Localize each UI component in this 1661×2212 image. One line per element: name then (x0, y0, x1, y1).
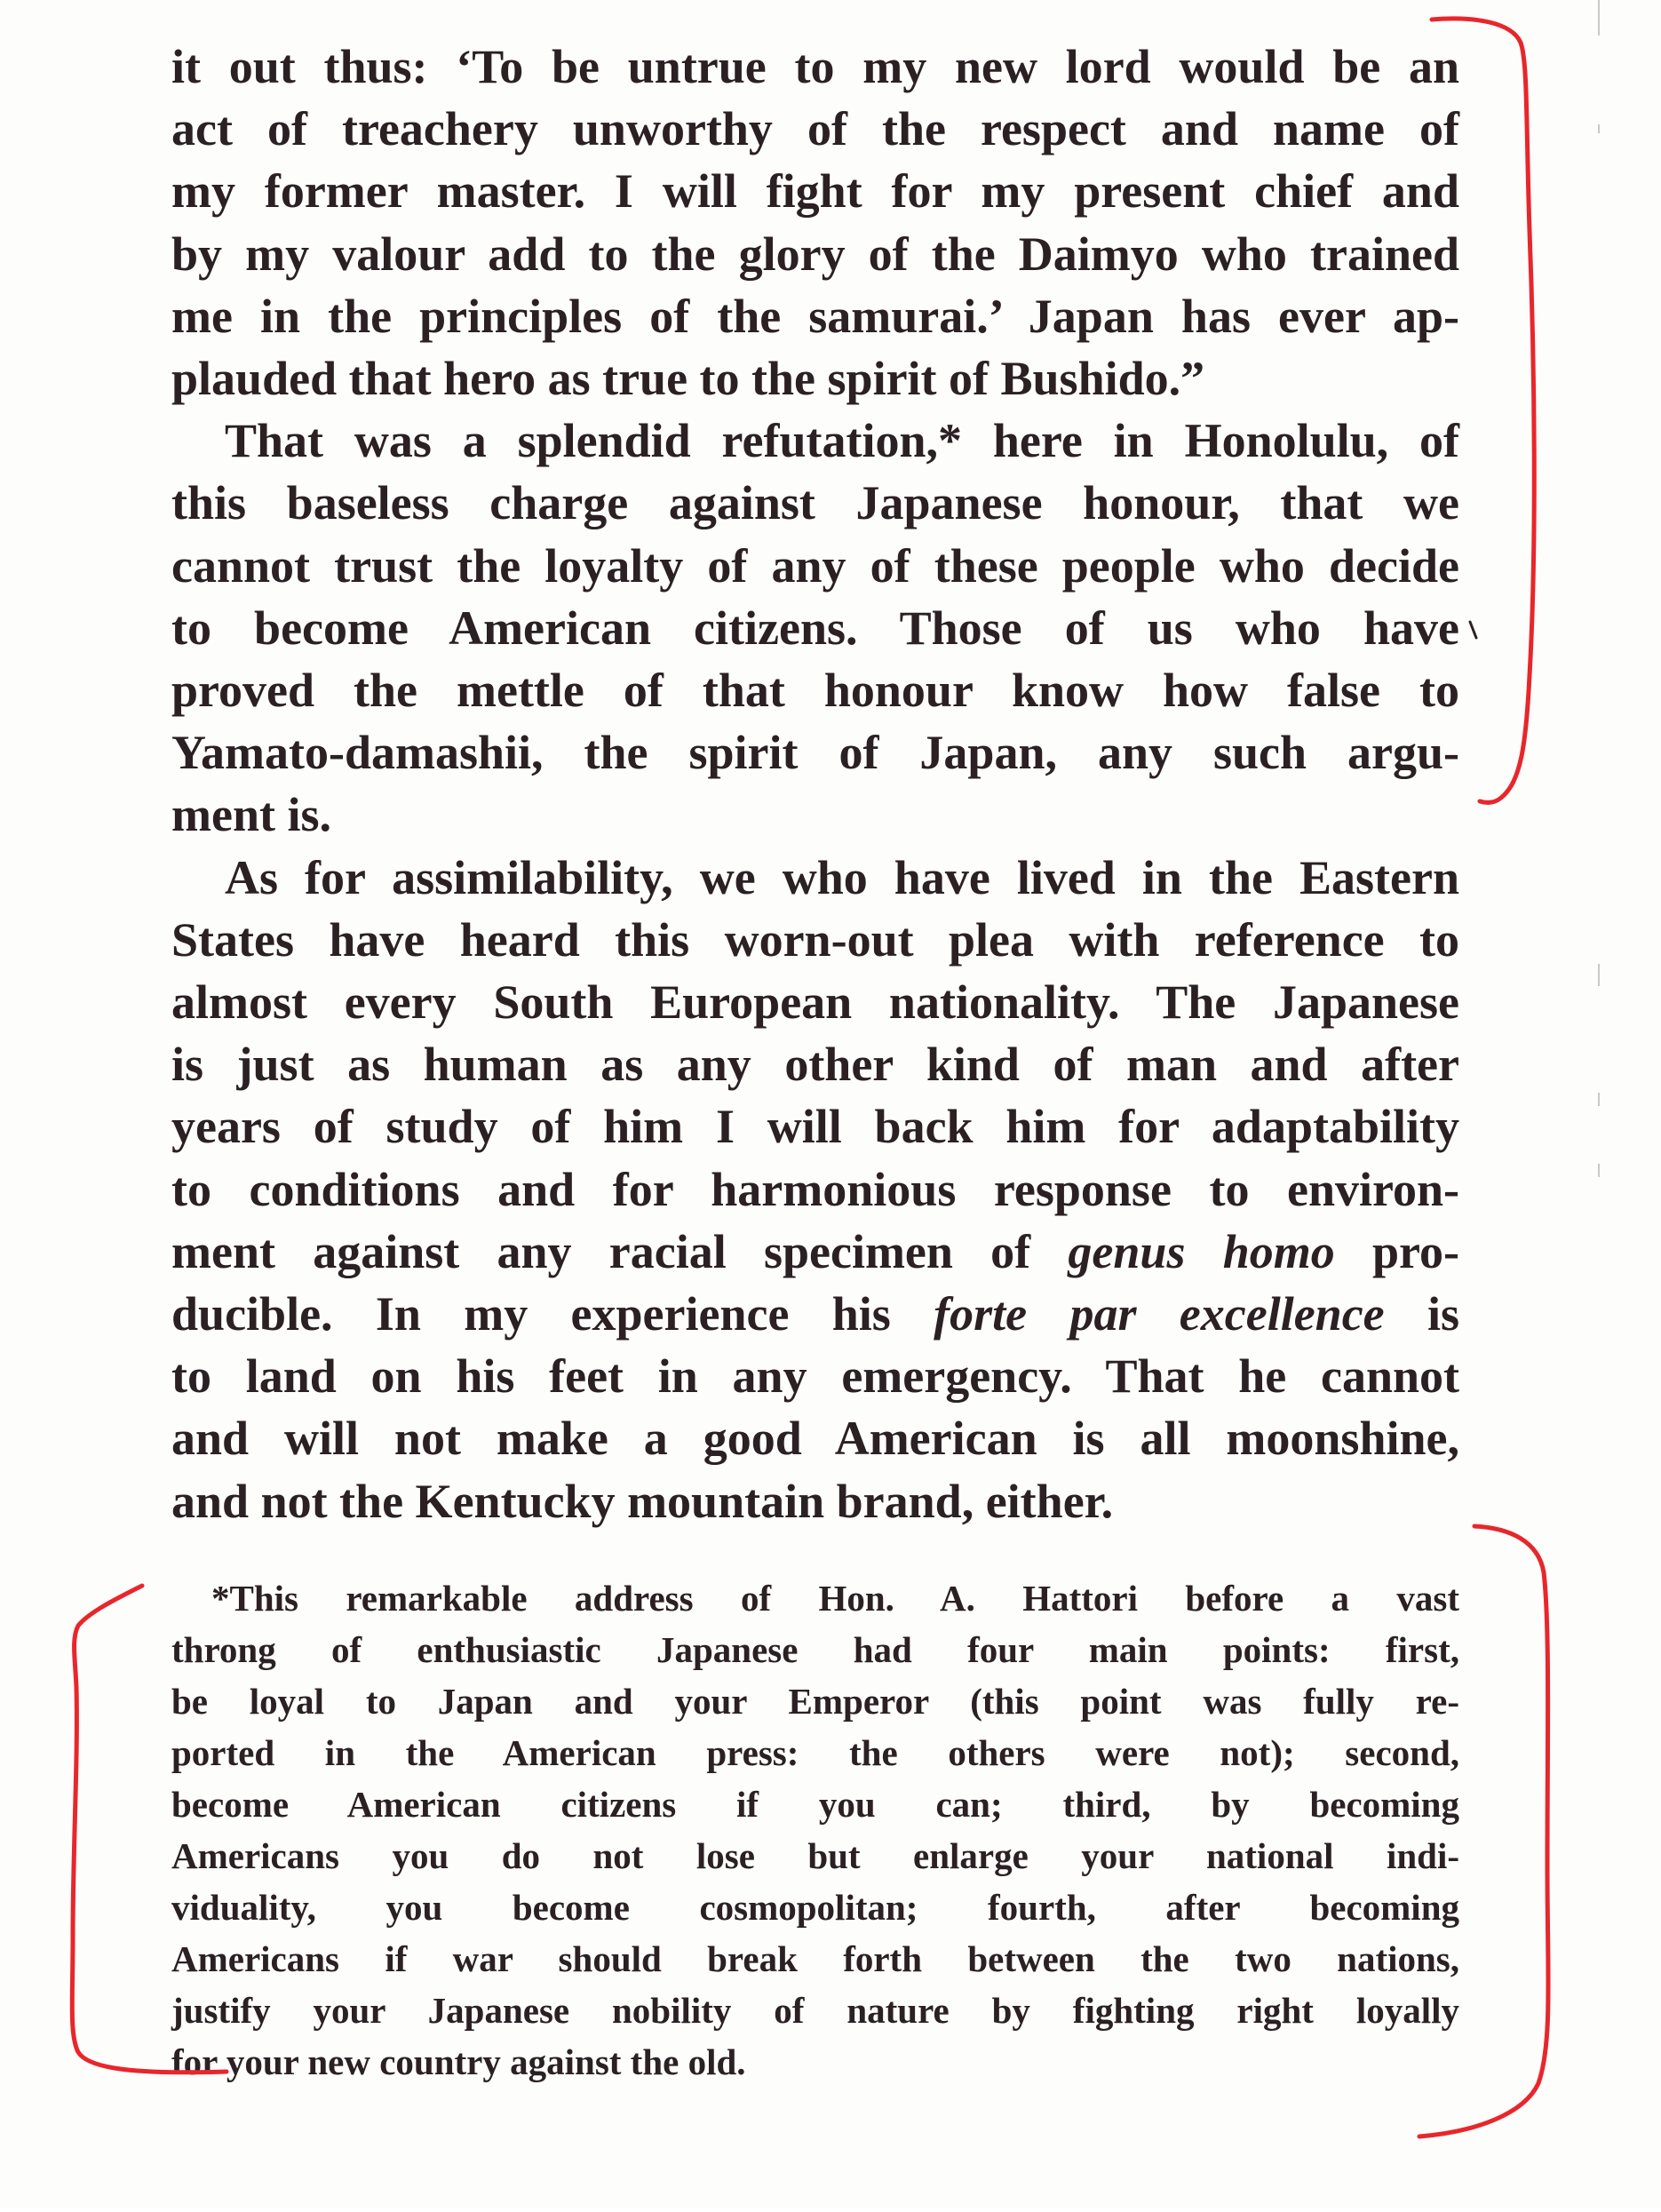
footnote-line: viduality, you become cosmopolitan; fourth, after becoming (171, 1887, 1459, 1928)
text-line: to become American citizens. Those of us who have (171, 601, 1459, 655)
text-segment: ment against any racial specimen of (171, 1224, 1031, 1278)
text-line: this baseless charge against Japanese honour, that we (171, 476, 1459, 530)
text-line: As for assimilability, we who have lived in the Eastern (225, 850, 1459, 904)
text-line: plauded that hero as true to the spirit of Bushido.” (171, 352, 1205, 406)
main-text (171, 36, 1459, 1532)
footnote-line: Americans you do not lose but enlarge your national indi- (171, 1835, 1459, 1876)
text-line: me in the principles of the samurai.’ Japan has ever ap- (171, 289, 1459, 343)
footnote-line: Americans if war should break forth between the two nations, (171, 1938, 1459, 1979)
text-line: Yamato-damashii, the spirit of Japan, any such argu- (171, 726, 1459, 780)
bracket-tick (1470, 622, 1476, 638)
text-line: to conditions and for harmonious response to environ- (171, 1162, 1459, 1216)
text-line: cannot trust the loyalty of any of these people who decide (171, 538, 1459, 593)
text-line: by my valour add to the glory of the Daimyo who trained (171, 227, 1459, 281)
text-line: almost every South European nationality. The Japanese (171, 975, 1459, 1030)
text-line: proved the mettle of that honour know how false to (171, 664, 1459, 718)
text-line: ment is. (171, 788, 331, 842)
text-line: and will not make a good American is all moonshine, (171, 1412, 1459, 1466)
text-segment: pro- (1371, 1224, 1459, 1278)
footnote-line: be loyal to Japan and your Emperor (this point was fully re- (171, 1681, 1459, 1722)
italic-term: genus homo (1068, 1224, 1335, 1278)
text-line: That was a splendid refutation,* here in Honolulu, of (225, 414, 1459, 468)
italic-term: forte par excellence (934, 1287, 1385, 1341)
footnote-line: justify your Japanese nobility of nature by fighting right loyally (171, 1990, 1459, 2031)
text-line: States have heard this worn-out plea with reference to (171, 912, 1459, 967)
footnote-line: ported in the American press: the others were not); second, (171, 1732, 1459, 1773)
text-line: act of treachery unworthy of the respect and name of (171, 102, 1459, 156)
text-line: and not the Kentucky mountain brand, either. (171, 1474, 1114, 1528)
text-line (171, 1283, 1459, 1345)
footnote-line: become American citizens if you can; third, by becoming (171, 1784, 1459, 1825)
text-line: is just as human as any other kind of man and after (171, 1038, 1459, 1092)
page-edge-marks (1594, 0, 1603, 2208)
text-line (171, 1221, 1459, 1283)
footnote-line: *This remarkable address of Hon. A. Hattori before a vast (211, 1578, 1459, 1619)
text-line: my former master. I will fight for my present chief and (171, 164, 1459, 219)
text-line: years of study of him I will back him for adaptability (171, 1100, 1459, 1154)
text-segment: ducible. In my experience his (171, 1287, 891, 1341)
text-segment: is (1427, 1287, 1460, 1341)
footnote (171, 1572, 1459, 2088)
footnote-line: throng of enthusiastic Japanese had four main points: first, (171, 1629, 1459, 1670)
text-line: to land on his feet in any emergency. That he cannot (171, 1349, 1459, 1404)
footnote-line: for your new country against the old. (171, 2041, 746, 2082)
text-line: it out thus: ‘To be untrue to my new lord would be an (171, 40, 1459, 93)
